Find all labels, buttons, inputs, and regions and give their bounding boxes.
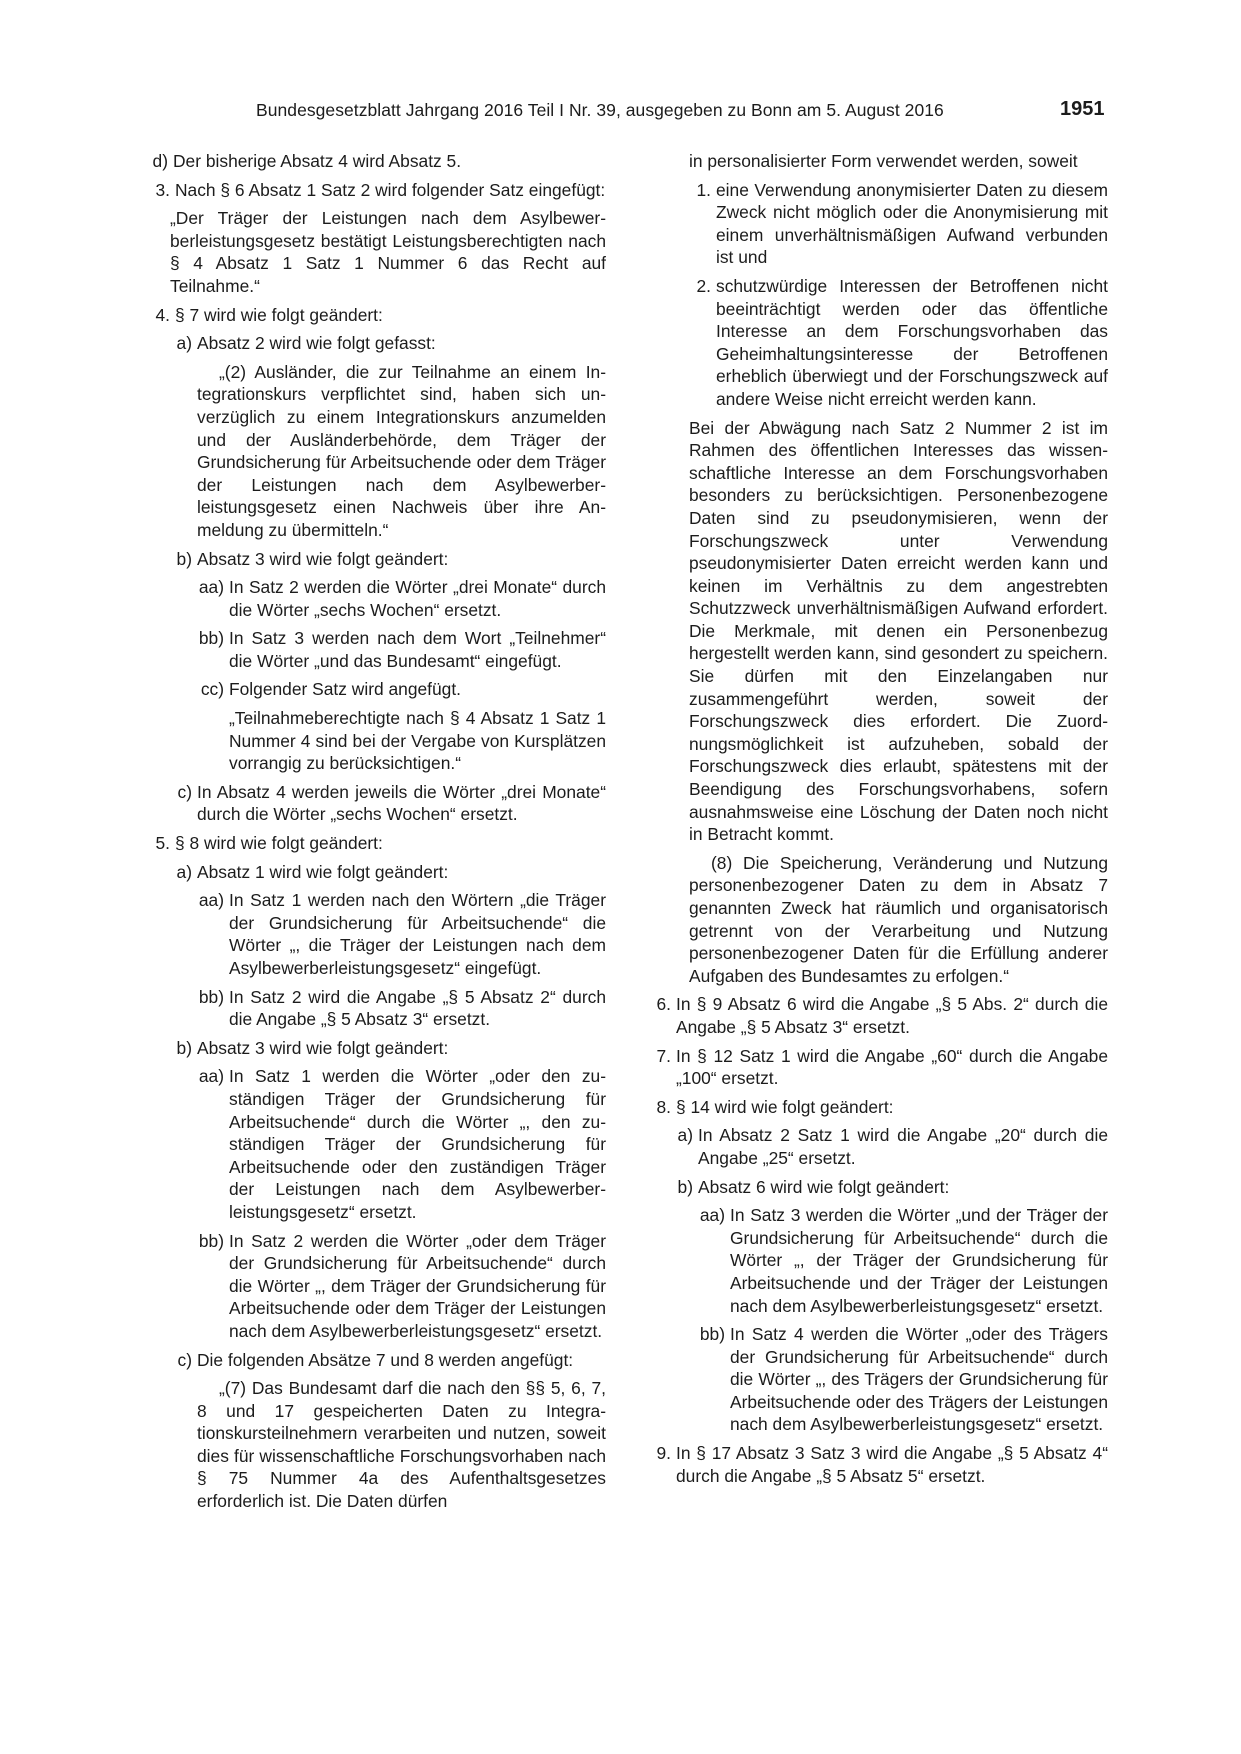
item-label: a) <box>176 861 192 882</box>
continued-text: in personalisierter Form verwendet werden, soweit <box>689 151 1078 171</box>
item-text: In § 9 Absatz 6 wird die Angabe „§ 5 Abs. 2“ durch die Angabe „§ 5 Absatz 3“ ersetzt. <box>676 994 1108 1037</box>
list-item-4b-cc <box>146 678 606 701</box>
item-text: In Satz 2 werden die Wörter „oder dem Träger der Grundsicherung für Arbeitsuchende“ durch die Wörter „, dem Träger der Grundsicherung für Arbeitsuchende oder dem Träger der Leistungen nach dem Asylbewerberleistungsgesetz“ ersetzt. <box>229 1230 606 1341</box>
list-item-6 <box>648 993 1108 1038</box>
quoted-paragraph: „(2) Ausländer, die zur Teilnahme an einem Integrationskurs verpflichtet sind, haben sich unverzüglich zu einem Integrationskurs anzumelden und der Ausländerbehörde, dem Träger der Grundsicherung für Arbeitsuchende oder dem Träger der Leistungen nach dem Asylbewerberleistungsgesetz einen Nachweis über ihre Anmeldung zu übermitteln.“ <box>197 361 606 540</box>
item-text: In Satz 4 werden die Wörter „oder des Trägers der Grundsicherung für Arbeitsuchende“ durch die Wörter „, des Trägers der Grundsicherung für Arbeitsuchende oder des Trägers der Leistungen nach dem Asylbewerberleistungsgesetz“ ersetzt. <box>730 1324 1108 1435</box>
item-text: Absatz 6 wird wie folgt geändert: <box>698 1176 950 1197</box>
list-item-4b <box>146 548 606 571</box>
item-text: In § 12 Satz 1 wird die Angabe „60“ durch die Angabe „100“ ersetzt. <box>676 1045 1108 1089</box>
paragraph: Bei der Abwägung nach Satz 2 Nummer 2 ist im Rahmen des öffentlichen Interesses das wissenschaftliche Interesse an dem Forschungsvorhaben besonders zu berücksichtigen. Personenbezogene Daten sind zu pseudonymisieren, wenn der Forschungszweck unter Verwendung pseudonymisierter Daten erreicht werden kann und keinen im Verhältnis zu dem angestrebten Schutzzweck unverhältnismäßigen Aufwand erfordert. Die Merkmale, mit denen ein Personenbezug hergestellt werden kann, sind gesondert zu speichern. Sie dürfen mit den Einzelangaben nur zusammengeführt werden, soweit der Forschungszweck dies erfordert. Die Zuordnungsmöglichkeit ist aufzuheben, sobald der Forschungszweck dies erlaubt, spätestens mit der Beendigung des Forschungsvorhabens, sofern ausnahmsweise eine Löschung der Daten noch nicht in Betracht kommt. <box>689 417 1108 845</box>
quoted-paragraph: „(7) Das Bundesamt darf die nach den §§ 5, 6, 7, 8 und 17 gespeicherten Daten zu Integrationskursteilnehmern verarbeiten und nutzen, soweit dies für wissenschaftliche Forschungsvorhaben nach § 75 Nummer 4a des Aufenthaltsgesetzes erforderlich ist. Die Daten dürfen <box>197 1378 606 1512</box>
item-text: In Satz 2 werden die Wörter „drei Monate“ durch die Wörter „sechs Wochen“ ersetzt. <box>229 577 606 620</box>
paragraph: (8) Die Speicherung, Veränderung und Nutzung personenbezogener Daten zu dem in Absatz 7 genannten Zweck hat räumlich und organisatorisch getrennt von der Verarbeitung und Nutzung personenbezogener Daten für die Erfüllung anderer Aufgaben des Bundesamtes zu erfolgen.“ <box>689 852 1108 986</box>
item-label: b) <box>176 548 192 569</box>
item-text: Absatz 2 wird wie folgt gefasst: <box>197 333 436 354</box>
item-label: d) <box>152 151 168 171</box>
list-item-4b-bb <box>146 627 606 672</box>
list-item-5a <box>146 861 606 884</box>
item-label: 4. <box>155 304 170 325</box>
item-label: a) <box>176 333 192 354</box>
list-item-5a-bb <box>146 986 606 1031</box>
item-label: 5. <box>155 833 170 854</box>
list-item-4c <box>146 781 606 826</box>
item-label: bb) <box>699 1324 725 1345</box>
quoted-sentence: „Teilnahmeberechtigte nach § 4 Absatz 1 Satz 1 Nummer 4 sind bei der Vergabe von Kursplätzen vorrangig zu berücksichtigen.“ <box>229 708 606 774</box>
item-text: In Satz 3 werden nach dem Wort „Teilnehmer“ die Wörter „und das Bundesamt“ eingefügt. <box>229 628 606 671</box>
item-text: § 7 wird wie folgt geändert: <box>175 304 383 325</box>
item-label: 6. <box>656 994 671 1015</box>
list-item-3 <box>146 179 606 202</box>
item-text: In Absatz 2 Satz 1 wird die Angabe „20“ durch die Angabe „25“ ersetzt. <box>698 1125 1108 1168</box>
list-item-8 <box>648 1096 1108 1119</box>
list-item-d <box>146 150 606 173</box>
item-text: Nach § 6 Absatz 1 Satz 2 wird folgender Satz eingefügt: <box>175 179 606 200</box>
left-column <box>146 150 606 1513</box>
item-text: schutzwürdige Interessen der Betroffenen nicht beeinträchtigt werden oder das öffentliche Interesse an dem Forschungsvorhaben das Geheimhaltungsinteresse der Betroffenen erheblich überwiegt und der Forschungszweck auf andere Weise nicht erreicht werden kann. <box>716 275 1108 409</box>
item-label: b) <box>677 1176 693 1197</box>
list-item-8a <box>648 1124 1108 1169</box>
item-label: 1. <box>696 179 711 200</box>
list-item-4b-aa <box>146 576 606 621</box>
item-label: aa) <box>699 1205 725 1226</box>
list-item-8b-bb <box>648 1323 1108 1436</box>
item-label: 7. <box>656 1045 671 1066</box>
right-column <box>648 150 1108 1493</box>
item-text: In Satz 2 wird die Angabe „§ 5 Absatz 2“ durch die Angabe „§ 5 Absatz 3“ ersetzt. <box>229 986 606 1030</box>
item-text: Absatz 3 wird wie folgt geändert: <box>197 1037 449 1058</box>
list-item-8b <box>648 1176 1108 1199</box>
item-text: Absatz 1 wird wie folgt geändert: <box>197 861 449 882</box>
item-label: 9. <box>656 1443 671 1464</box>
item-text: § 14 wird wie folgt geändert: <box>676 1096 894 1117</box>
quoted-sentence: „Der Träger der Leistungen nach dem Asylbewerberleistungsgesetz bestätigt Leistungsberechtigten nach § 4 Absatz 1 Satz 1 Nummer 6 das Recht auf Teilnahme.“ <box>170 208 606 296</box>
item-label: cc) <box>200 679 224 700</box>
item-label: 2. <box>696 275 711 296</box>
item-label: 3. <box>155 179 170 200</box>
item-label: b) <box>176 1037 192 1058</box>
list-item-5b-bb <box>146 1230 606 1343</box>
item-label: c) <box>177 781 192 802</box>
item-label: 8. <box>656 1096 671 1117</box>
page-number: 1951 <box>1060 98 1105 120</box>
list-item-4a <box>146 332 606 355</box>
item-label: bb) <box>198 628 224 649</box>
list-item-5 <box>146 832 606 855</box>
item-text: Absatz 3 wird wie folgt geändert: <box>197 548 449 569</box>
item-text: In Satz 3 werden die Wörter „und der Träger der Grundsicherung für Arbeitsuchende“ durch die Wörter „, der Träger der Grundsicherung für Arbeitsuchende und der Träger der Leistungen nach dem Asylbewerberleistungsgesetz“ ersetzt. <box>730 1205 1108 1316</box>
list-item-5c <box>146 1349 606 1372</box>
item-text: Die folgenden Absätze 7 und 8 werden angefügt: <box>197 1349 574 1370</box>
item-text: In Satz 1 werden die Wörter „oder den zuständigen Träger der Grundsicherung für Arbeitsuchende“ durch die Wörter „, den zuständigen Träger der Grundsicherung für Arbeitsuchende oder den zuständigen Träger der Leistungen nach dem Asylbewerberleistungsgesetz“ ersetzt. <box>229 1066 606 1222</box>
list-item-7 <box>648 1045 1108 1090</box>
list-item-9 <box>648 1442 1108 1487</box>
item-label: a) <box>677 1125 693 1146</box>
item-label: bb) <box>198 986 224 1007</box>
item-text: In Absatz 4 werden jeweils die Wörter „drei Monate“ durch die Wörter „sechs Wochen“ ersetzt. <box>197 781 606 825</box>
list-item-5b <box>146 1037 606 1060</box>
item-label: c) <box>177 1349 192 1370</box>
list-item-5b-aa <box>146 1065 606 1223</box>
list-item-4 <box>146 304 606 327</box>
list-item-n2 <box>648 275 1108 411</box>
item-label: aa) <box>198 890 224 911</box>
item-text: Folgender Satz wird angefügt. <box>229 679 462 700</box>
running-title: Bundesgesetzblatt Jahrgang 2016 Teil I Nr. 39, ausgegeben zu Bonn am 5. August 2016 <box>256 100 944 120</box>
item-text: eine Verwendung anonymisierter Daten zu diesem Zweck nicht möglich oder die Anonymisierung mit einem unverhältnismäßigen Aufwand verbunden ist und <box>716 179 1108 268</box>
item-label: aa) <box>198 1066 224 1087</box>
item-label: bb) <box>198 1230 224 1251</box>
list-item-8b-aa <box>648 1204 1108 1317</box>
list-item-n1 <box>648 179 1108 269</box>
item-label: aa) <box>198 577 224 598</box>
page-header <box>0 100 1241 130</box>
item-text: In § 17 Absatz 3 Satz 3 wird die Angabe „§ 5 Absatz 4“ durch die Angabe „§ 5 Absatz 5“ ersetzt. <box>676 1443 1108 1486</box>
item-text: In Satz 1 werden nach den Wörtern „die Träger der Grundsicherung für Arbeitsuchende“ die Wörter „, die Träger der Leistungen nach dem Asylbewerberleistungsgesetz“ eingefügt. <box>229 890 606 978</box>
list-item-5a-aa <box>146 889 606 979</box>
item-text: § 8 wird wie folgt geändert: <box>175 833 383 854</box>
item-text: Der bisherige Absatz 4 wird Absatz 5. <box>173 151 462 171</box>
